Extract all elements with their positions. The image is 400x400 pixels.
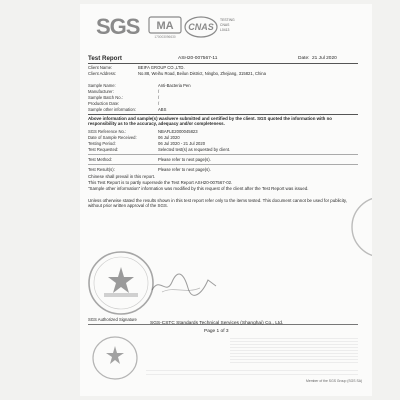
sample-name-label: Sample Name:	[88, 83, 116, 88]
fine-print-line	[230, 350, 358, 351]
client-name: BEIFA GROUP CO.,LTD.	[138, 65, 185, 70]
fine-print-line	[230, 338, 358, 339]
address-line	[146, 370, 358, 371]
remark-3: "Sample other information" information was modified by this request of the client after the Test Report was issued.	[88, 186, 309, 191]
notice-text: Above information and sample(s) was/were submitted and certified by the client. SGS quoted the information with no responsibility as to the accuracy, adequacy and/or completeness.	[88, 116, 332, 127]
reference-no: NBAFLE2000045823	[158, 129, 198, 134]
fine-print-line	[230, 356, 358, 357]
reference-label: SGS Reference No.:	[88, 129, 127, 134]
sample-other: ABS	[158, 107, 167, 112]
details-divider-2	[88, 164, 358, 165]
details-divider-1	[88, 154, 358, 155]
report-title: Test Report	[88, 55, 122, 62]
fine-print-line	[230, 344, 358, 345]
client-name-label: Client Name:	[88, 65, 113, 70]
report-date: 21 Jul 2020	[312, 56, 337, 61]
test-result-label: Test Result(s):	[88, 167, 115, 172]
date-label: Date:	[298, 56, 310, 61]
production-date-label: Production Date:	[88, 101, 120, 106]
company-seal-stamp	[86, 249, 156, 317]
svg-text:170003096630: 170003096630	[154, 35, 176, 39]
remark-4: Unless otherwise stated the results shown in this test report refer only to the items tested. This document cannot be used for publicity, without prior written approval of the SGS.	[88, 198, 348, 209]
svg-text:CNAS: CNAS	[188, 22, 214, 32]
fine-print-line	[230, 347, 358, 348]
sample-batch-label: Sample Batch No.:	[88, 95, 123, 100]
report-number: ASH20-007567-11	[178, 56, 218, 61]
signature-scribble	[150, 272, 220, 298]
report-page	[80, 4, 372, 396]
manufacturer: /	[158, 89, 160, 94]
test-result: Please refer to next page(s).	[158, 167, 211, 172]
address-line	[146, 374, 358, 375]
client-address-label: Client Address:	[88, 71, 117, 76]
member-text: Member of the SGS Group (SGS SA)	[306, 379, 363, 383]
cnas-side-2: CNAS	[220, 23, 230, 27]
fine-print-line	[230, 341, 358, 342]
remark-2: This Test Report is to partly supersede the Test Report ASH20-007567-02.	[88, 180, 233, 185]
page-number: Page 1 of 3	[204, 329, 229, 334]
sgs-logo: SGS	[96, 14, 140, 39]
production-date: /	[158, 101, 160, 106]
testing-period: 06 Jul 2020 - 21 Jul 2020	[158, 141, 206, 146]
edge-stamp	[346, 192, 372, 262]
test-method-label: Test Method:	[88, 157, 112, 162]
received-label: Date of Sample Received:	[88, 135, 137, 140]
cnas-side-3: L0413	[220, 28, 230, 32]
ma-emblem-icon	[148, 16, 182, 40]
testing-period-label: Testing Period:	[88, 141, 116, 146]
fine-print-line	[230, 362, 358, 363]
sample-name: Anti-Bacteria Pen	[158, 83, 191, 88]
header-divider	[88, 63, 358, 64]
test-requested: Selected test(s) as requested by client.	[158, 147, 231, 152]
client-address: No.88, Weihu Road, Beilun District, Ningbo, Zhejiang, 315821, China	[138, 71, 266, 76]
test-requested-label: Test Requested:	[88, 147, 119, 152]
sample-divider	[88, 114, 358, 115]
ma-logo	[148, 16, 182, 40]
fine-print-line	[230, 359, 358, 360]
received-date: 06 Jul 2020	[158, 135, 180, 140]
test-method: Please refer to next page(s).	[158, 157, 211, 162]
signature-label: SGS Authorized Signature	[88, 317, 137, 322]
manufacturer-label: Manufacturer:	[88, 89, 114, 94]
remark-1: Chinese shall prevail in this report.	[88, 174, 156, 179]
cnas-side-1: TESTING	[220, 18, 235, 22]
cnas-logo	[184, 16, 234, 42]
svg-text:MA: MA	[156, 20, 174, 32]
sample-batch: /	[158, 95, 160, 100]
footer-company: SGS-CSTC Standards Technical Services (Shanghai) Co., Ltd.	[150, 321, 284, 326]
fine-print-line	[230, 353, 358, 354]
footer-seal-stamp	[90, 334, 140, 382]
sample-other-label: Sample other information:	[88, 107, 136, 112]
